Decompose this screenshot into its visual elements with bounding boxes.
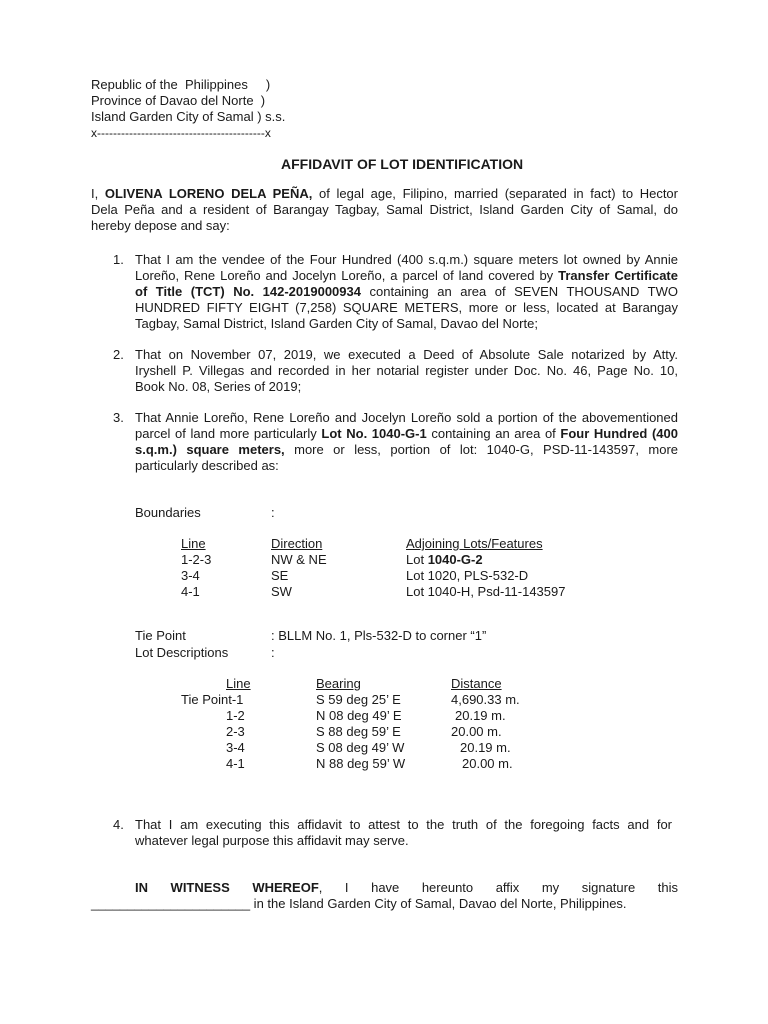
boundary-row-2-line: 3-4: [181, 568, 200, 583]
boundary-row-1-line: 1-2-3: [181, 552, 212, 567]
item-3-line-3: s.q.m.) square meters, more or less, portion of lot: 1040-G, PSD-11-143597, more: [135, 442, 679, 457]
item-2-line-3: Book No. 08, Series of 2019;: [135, 379, 302, 394]
lot-desc-row-5-bearing: N 88 deg 59’ W: [316, 756, 406, 771]
item-1-line-4: HUNDRED FIFTY EIGHT (7,258) SQUARE METERS, more or less, located at Barangay: [135, 300, 678, 315]
lot-desc-header-bearing: Bearing: [316, 676, 361, 691]
item-4-number: 4.: [113, 817, 124, 832]
lot-desc-header-distance: Distance: [451, 676, 502, 691]
item-2-line-2: Iryshell P. Villegas and recorded in her notarial register under Doc. No. 46, Page No. 10,: [135, 363, 678, 378]
lot-desc-row-5-distance: 20.00 m.: [462, 756, 513, 771]
tie-point-value: : BLLM No. 1, Pls-532-D to corner “1”: [271, 628, 487, 643]
boundary-row-3-direction: SW: [271, 584, 292, 599]
witness-line-1: IN WITNESS WHEREOF, I have hereunto affix my signature this: [135, 880, 678, 895]
lot-desc-row-1-line: Tie Point-1: [181, 692, 244, 707]
item-1-line-1: That I am the vendee of the Four Hundred (400 s.q.m.) square meters lot owned by Annie: [135, 252, 678, 267]
boundary-row-3-line: 4-1: [181, 584, 200, 599]
boundary-row-2-direction: SE: [271, 568, 289, 583]
item-4-line-1: That I am executing this affidavit to attest to the truth of the foregoing facts and for: [135, 817, 672, 832]
boundaries-label: Boundaries: [135, 505, 201, 520]
lot-desc-row-1-bearing: S 59 deg 25’ E: [316, 692, 401, 707]
lot-desc-row-4-line: 3-4: [226, 740, 245, 755]
item-1-line-5: Tagbay, Samal District, Island Garden City of Samal, Davao del Norte;: [135, 316, 538, 331]
boundary-row-3-adjoining: Lot 1040-H, Psd-11-143597: [406, 584, 566, 599]
lot-desc-row-4-bearing: S 08 deg 49’ W: [316, 740, 405, 755]
lot-desc-row-4-distance: 20.19 m.: [460, 740, 511, 755]
boundary-row-1-direction: NW & NE: [271, 552, 327, 567]
lot-desc-header-line: Line: [226, 676, 251, 691]
header-line-3: Island Garden City of Samal ) s.s.: [91, 109, 286, 124]
lot-desc-row-2-line: 1-2: [226, 708, 245, 723]
item-3-line-4: particularly described as:: [135, 458, 279, 473]
intro-line-1: I, OLIVENA LORENO DELA PEÑA, of legal age, Filipino, married (separated in fact) to Hector: [91, 186, 678, 201]
boundaries-header-direction: Direction: [271, 536, 323, 551]
lot-desc-row-2-distance: 20.19 m.: [455, 708, 506, 723]
boundary-row-2-adjoining: Lot 1020, PLS-532-D: [406, 568, 529, 583]
lot-desc-row-3-distance: 20.00 m.: [451, 724, 502, 739]
lot-desc-row-5-line: 4-1: [226, 756, 245, 771]
tie-point-label: Tie Point: [135, 628, 186, 643]
boundaries-header-adjoining: Adjoining Lots/Features: [406, 536, 543, 551]
signature-date-blank: ______________________: [91, 896, 251, 911]
boundaries-header-line: Line: [181, 536, 206, 551]
item-3-line-1: That Annie Loreño, Rene Loreño and Jocelyn Loreño sold a portion of the abovementioned: [135, 410, 678, 425]
item-2-number: 2.: [113, 347, 124, 362]
item-3-number: 3.: [113, 410, 124, 425]
lot-descriptions-colon: :: [271, 645, 275, 660]
intro-line-3: hereby depose and say:: [91, 218, 230, 233]
witness-heading: IN WITNESS WHEREOF: [135, 880, 319, 895]
document-title: AFFIDAVIT OF LOT IDENTIFICATION: [281, 156, 524, 172]
lot-descriptions-label: Lot Descriptions: [135, 645, 229, 660]
boundary-row-1-adjoining: Lot 1040-G-2: [406, 552, 483, 567]
item-3-line-2: parcel of land more particularly Lot No. 1040-G-1 containing an area of Four Hundred (400: [135, 426, 678, 441]
intro-line-2: Dela Peña and a resident of Barangay Tagbay, Samal District, Island Garden City of Samal, do: [91, 202, 678, 217]
header-line-2: Province of Davao del Norte ): [91, 93, 266, 108]
lot-desc-row-2-bearing: N 08 deg 49’ E: [316, 708, 402, 723]
item-4-line-2: whatever legal purpose this affidavit may serve.: [135, 833, 409, 848]
lot-desc-row-3-bearing: S 88 deg 59’ E: [316, 724, 401, 739]
item-1-line-2: Loreño, Rene Loreño and Jocelyn Loreño, a parcel of land covered by Transfer Certificate: [135, 268, 678, 283]
header-line-1: Republic of the Philippines ): [91, 77, 271, 92]
lot-desc-row-3-line: 2-3: [226, 724, 245, 739]
item-1-line-3: of Title (TCT) No. 142-2019000934 containing an area of SEVEN THOUSAND TWO: [135, 284, 678, 299]
item-2-line-1: That on November 07, 2019, we executed a Deed of Absolute Sale notarized by Atty.: [135, 347, 678, 362]
boundaries-colon: :: [271, 505, 275, 520]
item-1-number: 1.: [113, 252, 124, 267]
affiant-name: OLIVENA LORENO DELA PEÑA,: [104, 186, 313, 201]
lot-desc-row-1-distance: 4,690.33 m.: [451, 692, 520, 707]
header-separator: x------------------------------------------x: [91, 126, 271, 140]
witness-line-2: ______________________ in the Island Garden City of Samal, Davao del Norte, Philippines.: [91, 896, 627, 911]
